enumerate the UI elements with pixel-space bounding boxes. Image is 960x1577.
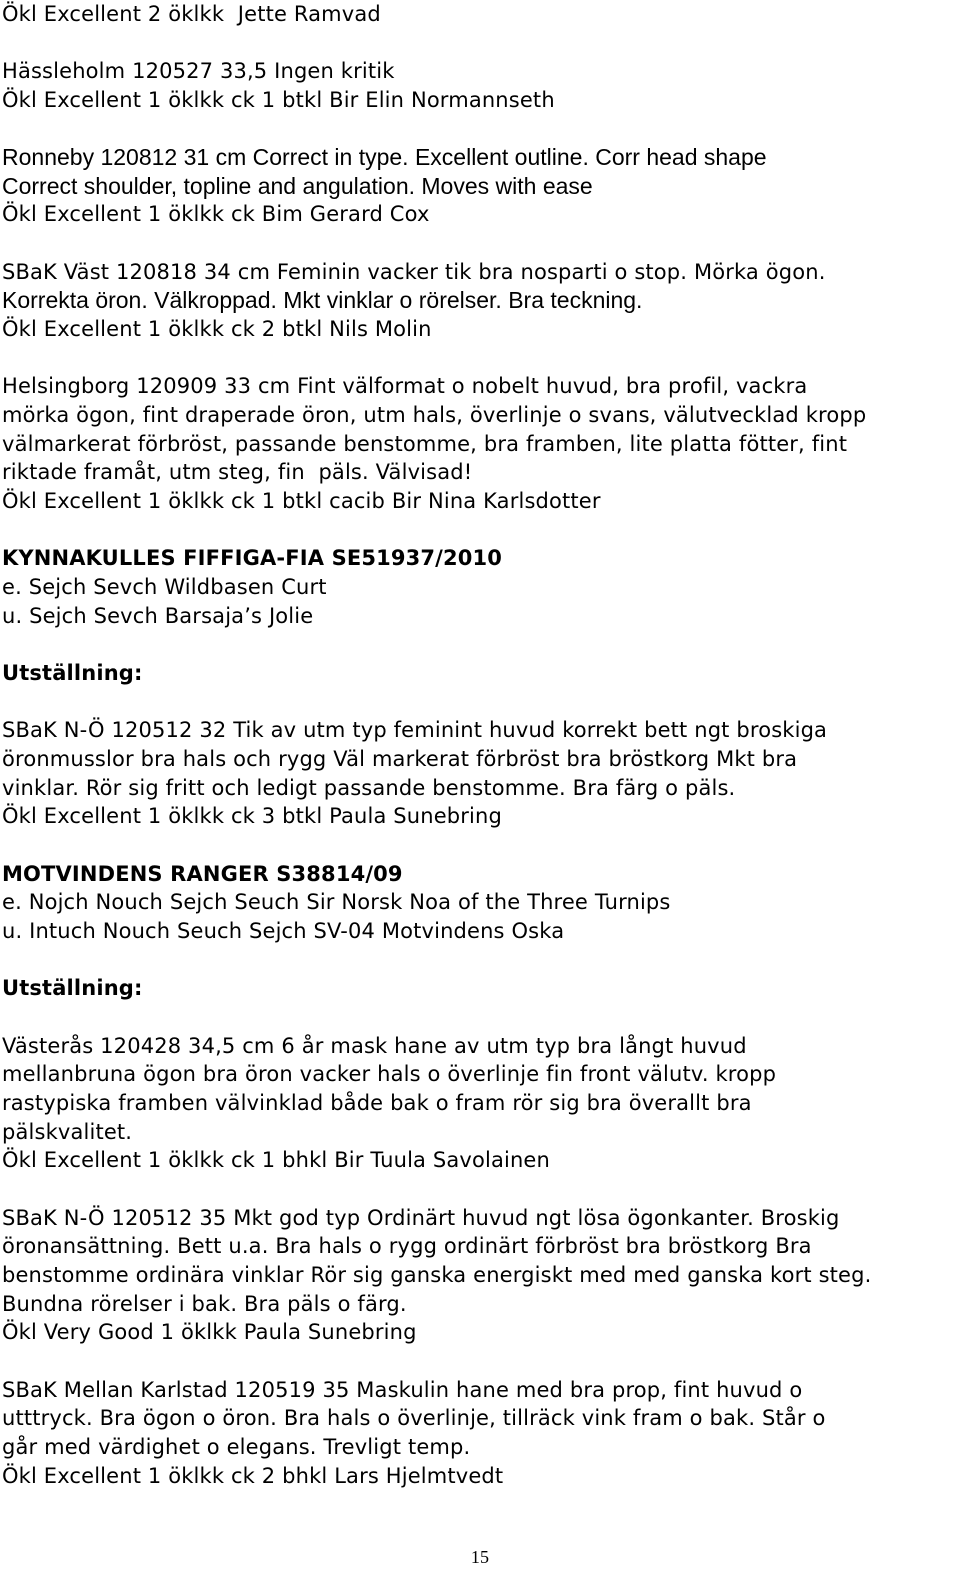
critique-line: rastypiska framben välvinklad både bak o fram rör sig bra överallt bra [2,1091,752,1115]
critique-line: Västerås 120428 34,5 cm 6 år mask hane av utm typ bra långt huvud [2,1034,747,1058]
result-line: Ökl Excellent 2 öklkk Jette Ramvad [2,2,381,26]
critique-line: SBaK Mellan Karlstad 120519 35 Maskulin hane med bra prop, fint huvud o [2,1378,803,1402]
result-line: Ökl Excellent 1 öklkk ck 1 btkl Bir Elin Normannseth [2,88,555,112]
page-number: 15 [470,1547,490,1567]
critique-line: Correct shoulder, topline and angulation. Moves with ease [2,173,593,199]
result-line: Ökl Excellent 1 öklkk ck 2 bhkl Lars Hjelmtvedt [2,1464,504,1488]
critique-line: öronansättning. Bett u.a. Bra hals o rygg ordinärt förbröst bra bröstkorg Bra [2,1234,812,1258]
critique-line: SBaK N-Ö 120512 35 Mkt god typ Ordinärt huvud ngt lösa ögonkanter. Broskig [2,1206,840,1230]
result-line: Ökl Excellent 1 öklkk ck 3 btkl Paula Sunebring [2,804,502,828]
critique-line: Korrekta öron. Välkroppad. Mkt vinklar o rörelser. Bra teckning. [2,287,643,313]
dam-line: u. Sejch Sevch Barsaja’s Jolie [2,604,314,628]
critique-line: mörka ögon, fint draperade öron, utm hals, överlinje o svans, välutvecklad kropp [2,403,867,427]
critique-line: välmarkerat förbröst, passande benstomme, bra framben, lite platta fötter, fint [2,432,848,456]
dog-name-heading: KYNNAKULLES FIFFIGA-FIA SE51937/2010 [2,546,503,570]
critique-line: vinklar. Rör sig fritt och ledigt passande benstomme. Bra färg o päls. [2,776,736,800]
critique-line: SBaK Väst 120818 34 cm Feminin vacker tik bra nosparti o stop. Mörka ögon. [2,260,826,284]
critique-line: går med värdighet o elegans. Trevligt temp. [2,1435,471,1459]
result-line: Ökl Excellent 1 öklkk ck 2 btkl Nils Molin [2,317,432,341]
result-line: Ökl Excellent 1 öklkk ck 1 btkl cacib Bir Nina Karlsdotter [2,489,601,513]
show-entry-line: Hässleholm 120527 33,5 Ingen kritik [2,59,395,83]
dam-line: u. Intuch Nouch Seuch Sejch SV-04 Motvindens Oska [2,919,565,943]
critique-line: benstomme ordinära vinklar Rör sig ganska energiskt med med ganska kort steg. [2,1263,872,1287]
section-heading: Utställning: [2,976,143,1000]
critique-line: Ronneby 120812 31 cm Correct in type. Excellent outline. Corr head shape [2,144,767,170]
critique-line: utttryck. Bra ögon o öron. Bra hals o överlinje, tillräck vink fram o bak. Står o [2,1406,826,1430]
critique-line: riktade framåt, utm steg, fin päls. Välvisad! [2,460,473,484]
sire-line: e. Nojch Nouch Sejch Seuch Sir Norsk Noa of the Three Turnips [2,890,671,914]
critique-line: Helsingborg 120909 33 cm Fint välformat o nobelt huvud, bra profil, vackra [2,374,808,398]
critique-line: öronmusslor bra hals och rygg Väl markerat förbröst bra bröstkorg Mkt bra [2,747,798,771]
dog-name-heading: MOTVINDENS RANGER S38814/09 [2,862,403,886]
critique-line: mellanbruna ögon bra öron vacker hals o överlinje fin front välutv. kropp [2,1062,777,1086]
critique-line: SBaK N-Ö 120512 32 Tik av utm typ feminint huvud korrekt bett ngt broskiga [2,718,828,742]
sire-line: e. Sejch Sevch Wildbasen Curt [2,575,327,599]
critique-line: pälskvalitet. [2,1120,133,1144]
result-line: Ökl Excellent 1 öklkk ck 1 bhkl Bir Tuula Savolainen [2,1148,550,1172]
result-line: Ökl Excellent 1 öklkk ck Bim Gerard Cox [2,202,430,226]
result-line: Ökl Very Good 1 öklkk Paula Sunebring [2,1320,417,1344]
critique-line: Bundna rörelser i bak. Bra päls o färg. [2,1292,407,1316]
section-heading: Utställning: [2,661,143,685]
